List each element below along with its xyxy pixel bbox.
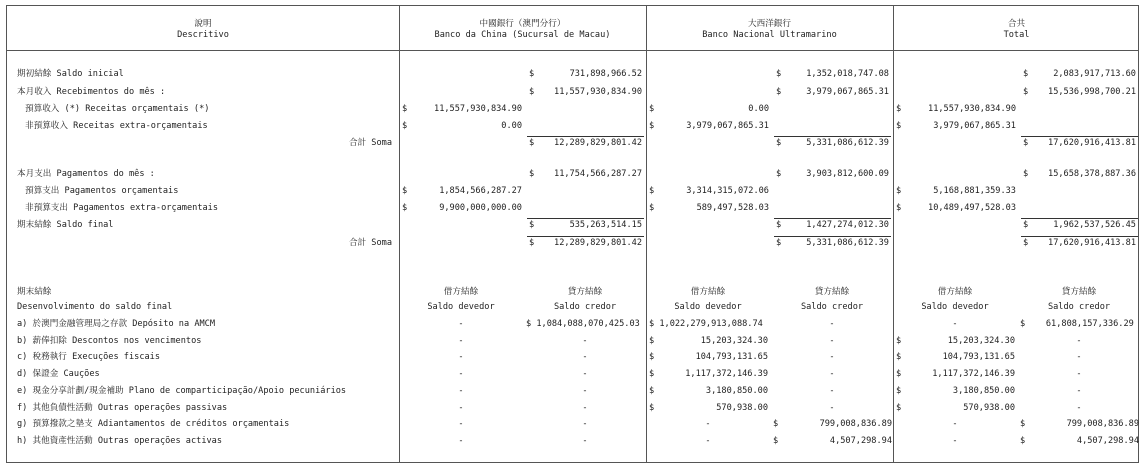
currency-sign: $ bbox=[1023, 69, 1029, 79]
currency-sign: $ bbox=[896, 104, 902, 114]
currency-sign: $ bbox=[896, 186, 902, 196]
empty-dash: - bbox=[582, 436, 588, 446]
currency-sign: $ bbox=[1023, 87, 1029, 97]
amount-outer: 1,352,018,747.08 bbox=[806, 69, 889, 79]
amount-inner: 10,489,497,528.03 bbox=[928, 203, 1016, 213]
currency-sign: $ bbox=[1023, 169, 1029, 179]
empty-dash: - bbox=[582, 369, 588, 379]
empty-dash: - bbox=[582, 336, 588, 346]
header-descritivo-pt: Descritivo bbox=[177, 30, 229, 40]
amount-outer: 535,263,514.15 bbox=[569, 220, 642, 230]
empty-dash: - bbox=[458, 419, 464, 429]
development-amount: $ 799,008,836.89 bbox=[1020, 419, 1139, 429]
empty-dash: - bbox=[952, 319, 958, 329]
empty-dash: - bbox=[1076, 386, 1082, 396]
currency-sign: $ bbox=[529, 238, 535, 248]
amount-outer: 3,903,812,600.09 bbox=[806, 169, 889, 179]
row-label-pagamentos: 本月支出 Pagamentos do mês : bbox=[17, 169, 155, 179]
empty-dash: - bbox=[705, 419, 711, 429]
amount-outer: 2,083,917,713.60 bbox=[1053, 69, 1136, 79]
empty-dash: - bbox=[582, 419, 588, 429]
currency-sign: $ bbox=[529, 169, 535, 179]
amount-outer: 5,331,086,612.39 bbox=[806, 138, 889, 148]
header-bnu-zh: 大西洋銀行 bbox=[748, 19, 791, 29]
development-amount: $ 15,203,324.30 bbox=[896, 336, 1015, 346]
development-amount: $ 1,117,372,146.39 bbox=[649, 369, 768, 379]
currency-sign: $ bbox=[776, 69, 782, 79]
empty-dash: - bbox=[458, 436, 464, 446]
empty-dash: - bbox=[1076, 369, 1082, 379]
amount-inner: 1,854,566,287.27 bbox=[439, 186, 522, 196]
statement-sheet bbox=[6, 5, 1139, 463]
row-label-saldo-final: 期末結餘 Saldo final bbox=[17, 220, 114, 230]
currency-sign: $ bbox=[402, 104, 408, 114]
empty-dash: - bbox=[952, 419, 958, 429]
empty-dash: - bbox=[829, 319, 835, 329]
currency-sign: $ bbox=[529, 87, 535, 97]
amount-outer: 15,536,998,700.21 bbox=[1048, 87, 1136, 97]
amount-inner: 9,900,000,000.00 bbox=[439, 203, 522, 213]
total-rule bbox=[1021, 136, 1138, 137]
heading-devedor-zh: 借方結餘 bbox=[690, 287, 726, 297]
development-amount: $ 570,938.00 bbox=[649, 403, 768, 413]
heading-devedor-pt: Saldo devedor bbox=[427, 302, 495, 312]
development-amount: $ 1,084,088,070,425.03 bbox=[526, 319, 640, 329]
empty-dash: - bbox=[829, 386, 835, 396]
header-total-zh: 合共 bbox=[1007, 19, 1026, 29]
amount-inner: 5,168,881,359.33 bbox=[933, 186, 1016, 196]
heading-credor-zh: 貸方結餘 bbox=[814, 287, 850, 297]
currency-sign: $ bbox=[649, 121, 655, 131]
development-row-label: e) 現金分享計劃/現金補助 Plano de comparticipação/Apoio pecuniários bbox=[17, 386, 347, 396]
development-row-label: f) 其他負債性活動 Outras operações passivas bbox=[17, 403, 228, 413]
empty-dash: - bbox=[952, 436, 958, 446]
currency-sign: $ bbox=[529, 220, 535, 230]
row-label-saldo-inicial: 期初結餘 Saldo inicial bbox=[17, 69, 124, 79]
row-label-soma-2: 合計 Soma bbox=[348, 238, 392, 248]
header-divider bbox=[7, 50, 1138, 51]
currency-sign: $ bbox=[649, 203, 655, 213]
amount-outer: 12,289,829,801.42 bbox=[554, 138, 642, 148]
total-rule bbox=[527, 136, 644, 137]
currency-sign: $ bbox=[649, 186, 655, 196]
empty-dash: - bbox=[829, 336, 835, 346]
header-total-pt: Total bbox=[1003, 30, 1030, 40]
development-row-label: h) 其他資產性活動 Outras operações activas bbox=[17, 436, 223, 446]
heading-credor-pt: Saldo credor bbox=[800, 302, 864, 312]
amount-outer: 5,331,086,612.39 bbox=[806, 238, 889, 248]
total-rule bbox=[774, 236, 891, 237]
row-label-pagamentos-extra: 非預算支出 Pagamentos extra-orçamentais bbox=[25, 203, 219, 213]
empty-dash: - bbox=[458, 352, 464, 362]
empty-dash: - bbox=[458, 319, 464, 329]
total-rule bbox=[774, 218, 891, 219]
total-rule bbox=[1021, 218, 1138, 219]
amount-outer: 731,898,966.52 bbox=[569, 69, 642, 79]
amount-inner: 589,497,528.03 bbox=[696, 203, 769, 213]
heading-devedor-pt: Saldo devedor bbox=[674, 302, 742, 312]
header-banco-china-pt: Banco da China (Sucursal de Macau) bbox=[434, 30, 611, 40]
amount-outer: 17,620,916,413.81 bbox=[1048, 238, 1136, 248]
currency-sign: $ bbox=[896, 121, 902, 131]
heading-devedor-pt: Saldo devedor bbox=[921, 302, 989, 312]
heading-devedor-zh: 借方結餘 bbox=[443, 287, 479, 297]
heading-credor-zh: 貸方結餘 bbox=[1061, 287, 1097, 297]
heading-credor-zh: 貸方結餘 bbox=[567, 287, 603, 297]
currency-sign: $ bbox=[529, 69, 535, 79]
development-amount: $ 4,507,298.94 bbox=[1020, 436, 1139, 446]
amount-outer: 11,754,566,287.27 bbox=[554, 169, 642, 179]
row-label-receitas-orcamentais: 預算收入 (*) Receitas orçamentais (*) bbox=[25, 104, 210, 114]
development-row-label: c) 稅務執行 Execuções fiscais bbox=[17, 352, 161, 362]
development-row-label: d) 保證金 Cauções bbox=[17, 369, 100, 379]
development-row-label: a) 於澳門金融管理局之存款 Depósito na AMCM bbox=[17, 319, 216, 329]
amount-inner: 0.00 bbox=[501, 121, 522, 131]
empty-dash: - bbox=[582, 403, 588, 413]
development-amount: $ 104,793,131.65 bbox=[649, 352, 768, 362]
total-rule bbox=[1021, 236, 1138, 237]
development-amount: $ 3,180,850.00 bbox=[649, 386, 768, 396]
empty-dash: - bbox=[705, 436, 711, 446]
empty-dash: - bbox=[458, 403, 464, 413]
header-banco-china-zh: 中國銀行（澳門分行） bbox=[479, 19, 566, 29]
amount-inner: 3,979,067,865.31 bbox=[686, 121, 769, 131]
empty-dash: - bbox=[829, 352, 835, 362]
development-amount: $ 15,203,324.30 bbox=[649, 336, 768, 346]
currency-sign: $ bbox=[529, 138, 535, 148]
currency-sign: $ bbox=[402, 121, 408, 131]
amount-inner: 3,979,067,865.31 bbox=[933, 121, 1016, 131]
empty-dash: - bbox=[582, 352, 588, 362]
empty-dash: - bbox=[458, 386, 464, 396]
amount-outer: 3,979,067,865.31 bbox=[806, 87, 889, 97]
amount-outer: 1,427,274,012.30 bbox=[806, 220, 889, 230]
total-rule bbox=[527, 218, 644, 219]
development-amount: $ 104,793,131.65 bbox=[896, 352, 1015, 362]
development-amount: $ 4,507,298.94 bbox=[773, 436, 892, 446]
empty-dash: - bbox=[458, 336, 464, 346]
empty-dash: - bbox=[1076, 352, 1082, 362]
currency-sign: $ bbox=[402, 186, 408, 196]
currency-sign: $ bbox=[1023, 220, 1029, 230]
heading-credor-pt: Saldo credor bbox=[553, 302, 617, 312]
empty-dash: - bbox=[458, 369, 464, 379]
amount-outer: 1,962,537,526.45 bbox=[1053, 220, 1136, 230]
currency-sign: $ bbox=[776, 169, 782, 179]
currency-sign: $ bbox=[776, 238, 782, 248]
development-amount: $ 570,938.00 bbox=[896, 403, 1015, 413]
row-label-pagamentos-orcamentais: 預算支出 Pagamentos orçamentais bbox=[25, 186, 179, 196]
development-title-pt: Desenvolvimento do saldo final bbox=[17, 302, 173, 312]
development-amount: $ 3,180,850.00 bbox=[896, 386, 1015, 396]
empty-dash: - bbox=[1076, 403, 1082, 413]
currency-sign: $ bbox=[896, 203, 902, 213]
amount-outer: 15,658,378,887.36 bbox=[1048, 169, 1136, 179]
development-amount: $ 1,022,279,913,088.74 bbox=[649, 319, 763, 329]
row-label-recebimentos: 本月收入 Recebimentos do mês : bbox=[17, 87, 166, 97]
row-label-receitas-extra: 非預算收入 Receitas extra-orçamentais bbox=[25, 121, 208, 131]
currency-sign: $ bbox=[776, 87, 782, 97]
amount-outer: 11,557,930,834.90 bbox=[554, 87, 642, 97]
development-amount: $ 61,808,157,336.29 bbox=[1020, 319, 1134, 329]
development-amount: $ 799,008,836.89 bbox=[773, 419, 892, 429]
currency-sign: $ bbox=[1023, 238, 1029, 248]
empty-dash: - bbox=[829, 369, 835, 379]
currency-sign: $ bbox=[776, 138, 782, 148]
heading-devedor-zh: 借方結餘 bbox=[937, 287, 973, 297]
empty-dash: - bbox=[1076, 336, 1082, 346]
empty-dash: - bbox=[829, 403, 835, 413]
development-row-label: g) 預算撥款之墊支 Adiantamentos de créditos orçamentais bbox=[17, 419, 290, 429]
total-rule bbox=[527, 236, 644, 237]
row-label-soma-1: 合計 Soma bbox=[348, 138, 392, 148]
currency-sign: $ bbox=[1023, 138, 1029, 148]
amount-outer: 12,289,829,801.42 bbox=[554, 238, 642, 248]
header-bnu-pt: Banco Nacional Ultramarino bbox=[702, 30, 837, 40]
total-rule bbox=[774, 136, 891, 137]
currency-sign: $ bbox=[776, 220, 782, 230]
amount-inner: 0.00 bbox=[748, 104, 769, 114]
development-title-zh: 期末結餘 bbox=[17, 287, 52, 297]
heading-credor-pt: Saldo credor bbox=[1047, 302, 1111, 312]
header-descritivo-zh: 說明 bbox=[194, 19, 212, 29]
currency-sign: $ bbox=[402, 203, 408, 213]
amount-outer: 17,620,916,413.81 bbox=[1048, 138, 1136, 148]
empty-dash: - bbox=[582, 386, 588, 396]
amount-inner: 11,557,930,834.90 bbox=[434, 104, 522, 114]
amount-inner: 3,314,315,072.06 bbox=[686, 186, 769, 196]
amount-inner: 11,557,930,834.90 bbox=[928, 104, 1016, 114]
development-amount: $ 1,117,372,146.39 bbox=[896, 369, 1015, 379]
development-row-label: b) 薪俸扣除 Descontos nos vencimentos bbox=[17, 336, 202, 346]
currency-sign: $ bbox=[649, 104, 655, 114]
